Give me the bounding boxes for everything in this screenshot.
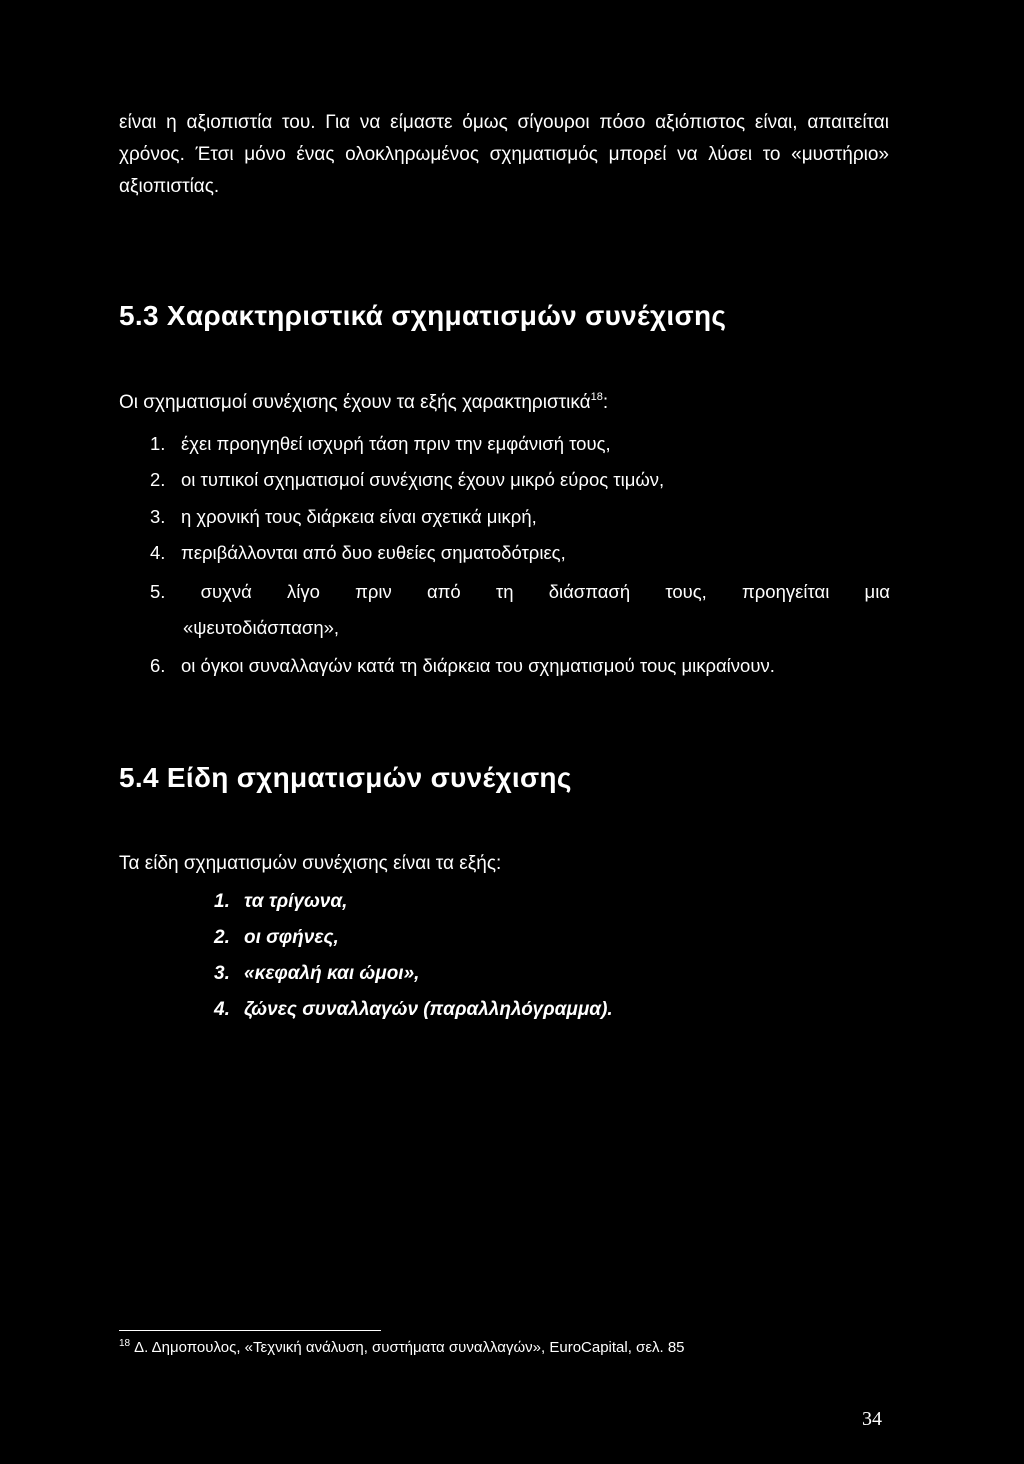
word: συχνά (200, 581, 252, 602)
list-item-text: οι τυπικοί σχηματισμοί συνέχισης έχουν μικρό εύρος τιμών, (181, 469, 665, 490)
list-item-number: 1. (214, 891, 230, 912)
list-item-number: 6. (150, 655, 166, 676)
word: προηγείται (742, 581, 830, 602)
section-heading-characteristics: 5.3 Χαρακτηριστικά σχηματισμών συνέχισης (119, 300, 727, 331)
list-item (150, 469, 890, 491)
characteristics-intro-text: Οι σχηματισμοί συνέχισης έχουν τα εξής χαρακτηριστικά (119, 392, 591, 413)
word: πριν (355, 581, 392, 602)
intro-colon: : (602, 392, 609, 413)
list-item (214, 999, 613, 1021)
list-item-text: ζώνες συναλλαγών (παραλληλόγραμμα). (244, 999, 613, 1020)
word: από (426, 581, 461, 602)
list-item-number: 2. (214, 927, 230, 948)
page-number: 34 (862, 1408, 882, 1430)
list-item-number: 1. (150, 433, 166, 454)
list-item-number: 4. (150, 542, 166, 563)
list-item-number: 4. (214, 999, 230, 1020)
list-item-text: οι όγκοι συναλλαγών κατά τη διάρκεια του σχηματισμού τους μικραίνουν. (181, 655, 775, 676)
list-item (214, 891, 347, 913)
list-item-text: οι σφήνες, (244, 927, 339, 948)
types-intro: Τα είδη σχηματισμών συνέχισης είναι τα εξής: (119, 853, 502, 874)
footnote-separator (119, 1330, 381, 1331)
list-item (214, 927, 339, 949)
list-item-text: έχει προηγηθεί ισχυρή τάση πριν την εμφάνισή τους, (181, 433, 611, 454)
word: διάσπασή (548, 581, 631, 602)
list-item (150, 433, 890, 455)
word: μια (864, 581, 890, 602)
list-item (150, 542, 890, 564)
list-item-text: «κεφαλή και ώμοι», (244, 963, 420, 984)
opening-paragraph: είναι η αξιοπιστία του. Για να είμαστε όμως σίγουροι πόσο αξιόπιστος είναι, απαιτείται χρόνος. Έτσι μόνο ένας ολοκληρωμένος σχηματισμός μπορεί να λύσει το «μυστήριο» αξιοπιστίας. (119, 112, 889, 197)
word: λίγο (287, 581, 320, 602)
list-item-text: περιβάλλονται από δυο ευθείες σηματοδότριες, (181, 542, 566, 563)
list-item-text: τα τρίγωνα, (244, 891, 348, 912)
word: τη (495, 581, 514, 602)
section-heading-types: 5.4 Είδη σχηματισμών συνέχισης (119, 762, 572, 793)
characteristics-intro (119, 391, 608, 414)
footnote (119, 1338, 685, 1356)
word: τους, (665, 581, 707, 602)
list-item (150, 506, 890, 528)
list-item-continuation: «ψευτοδιάσπαση», (183, 617, 340, 638)
list-item-text: η χρονική τους διάρκεια είναι σχετικά μικρή, (181, 506, 537, 527)
list-item-number: 3. (214, 963, 230, 984)
footnote-reference: 18 (590, 391, 603, 403)
footnote-text: Δ. Δημοπουλος, «Τεχνική ανάλυση, συστήματα συναλλαγών», EuroCapital, σελ. 85 (134, 1339, 685, 1356)
list-item-number: 3. (150, 506, 166, 527)
list-item-number: 2. (150, 469, 166, 490)
list-item (150, 655, 890, 677)
list-item (214, 963, 419, 985)
list-item (150, 581, 890, 603)
list-item-number: 5. (150, 581, 166, 602)
footnote-marker: 18 (119, 1338, 131, 1349)
